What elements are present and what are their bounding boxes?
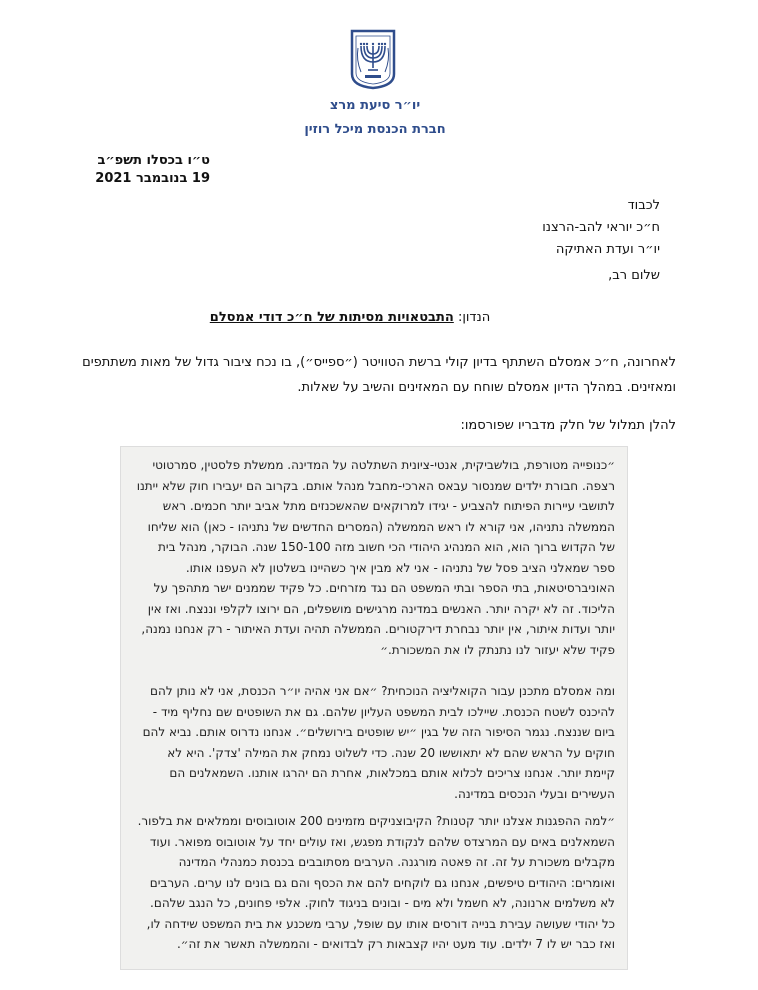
subject-text: התבטאויות מסיתות של ח״כ דודי אמסלם [209, 310, 454, 325]
body-paragraph: לאחרונה, ח״כ אמסלם השתתף בדיון קולי ברשת הטוויטר (״ספייס״), בו נכח ציבור גדול של מאות משתתפים ומאזינים. במהלך הדיון אמסלם שוחח עם המאזינים והשיב על שאלות. [82, 355, 676, 395]
addressee-line-1: לכבוד [627, 198, 660, 213]
quote-intro: להלן תמלול של חלק מדבריו שפורסמו: [460, 418, 676, 433]
addressee-block [400, 195, 660, 261]
quote-paragraph-1: ״כנופייה מטורפת, בולשביקית, אנטי-ציונית השתלטה על המדינה. ממשלת פלסטין, סמרטוטי רצפה. חבורת ילדים שמנסור עבאס הארכי-מחבל מנהל אותם. בקרוב הם יעבירו חוק שלא ייתנו לתושבי עיירות הפיתוח להצביע - יגידו למרוקאים שהאשכנזים מתל אביב יותר חכמים. ראש הממשלה נתניהו, אני קורא לו ראש הממשלה (המסרים החדשים של נתניהו - כאן) הוא שליחו של הקדוש ברוך הוא, הוא המנהיג היהודי הכי חשוב מזה 150-100 שנה. הבוקר, מנהל בית ספר שמאלני הציב פסל של נתניהו - אני לא מבין איך כשהיינו בשלטון לא העפנו אותו. האוניברסיטאות, בתי הספר ובתי המשפט הם נגד מזרחים. כל פקיד שממנים ישר מתהפך על הליכוד. זה לא יקרה יותר. האנשים במדינה מרגישים מושפלים, הם ירוצו לקלפי וננצח. ואז אין יותר ועדות איתור, אין יותר נבחרת דירקטורים. הממשלה תהיה ועדת האיתור - רק אנחנו נמנה, פקיד שלא יעזור לנו נתנתק לו את המשכורת.״ [136, 458, 615, 657]
addressee-line-2: ח״כ יוראי להב-הרצנו [542, 220, 660, 235]
quote-paragraph-3: ״למה ההפגנות אצלנו יותר קטנות? הקיבוצניקים מזמינים 200 אוטובוסים וממלאים את בלפור. השמאלנים באים עם המרצדס שלהם לנקודת מפגש, ואז עולים יחד על אוטובוס מפואר. ועוד מקבלים משכורת על זה. זה פאטה מורגנה. הערבים מסתובבים בכנסת כמנהלי המדינה ואומרים: היהודים טיפשים, אנחנו גם לוקחים להם את הכסף והם גם בונים לנו ערים. הערבים לא משלמים ארנונה, לא חשמל ולא מים - ובונים בניגוד לחוק. אלפי פחונים, כל הנגב שלהם. כל יהודי שעושה עבירת בנייה דורסים אותו עם שופל, ערבי משכנע את בית המשפט שידחה לו, ואז כבר יש לו 7 ילדים. עוד מעט יהיו קצבאות רק לבדואים - והממשלה תאשר את זה״. [137, 814, 615, 951]
state-emblem [348, 28, 398, 90]
subject-line [140, 310, 560, 325]
quote-transcript-image [120, 446, 628, 970]
letterhead-name: יו״ר סיעת מרצ [329, 98, 421, 113]
letterhead-title: חברת הכנסת מיכל רוזין [304, 122, 446, 137]
menorah-emblem-icon [348, 28, 398, 90]
greeting: שלום רב, [608, 268, 660, 283]
date-block [70, 152, 210, 188]
quote-paragraph-2: ומה אמסלם מתכנן עבור הקואליציה הנוכחית? ״אם אני אהיה יו״ר הכנסת, אני לא נותן להם להיכנס לשטח הכנסת. שיילכו לבית המשפט העליון שלהם. גם את השופטים שם נחליף מיד - ביום שננצח. נגמר הסיפור הזה של בגין ״יש שופטים בירושלים״. אנחנו נדרוס אותם. נביא להם חוקים על הראש שהם לא יתאוששו 20 שנה. כדי לשלוט נמחק את המילה 'צדק'. היא לא קיימת יותר. אנחנו צריכים לכלוא אותם במכלאות, אחרת הם יהרגו אותנו. השמאלנים הם העשירים ובעלי הנכסים במדינה. [142, 684, 615, 801]
hebrew-date: ט״ו בכסלו תשפ״ב [97, 153, 210, 168]
subject-label: הנדון: [457, 310, 491, 325]
addressee-line-3: יו״ר ועדת האתיקה [555, 242, 660, 257]
gregorian-date: 19 בנובמבר 2021 [95, 171, 210, 186]
